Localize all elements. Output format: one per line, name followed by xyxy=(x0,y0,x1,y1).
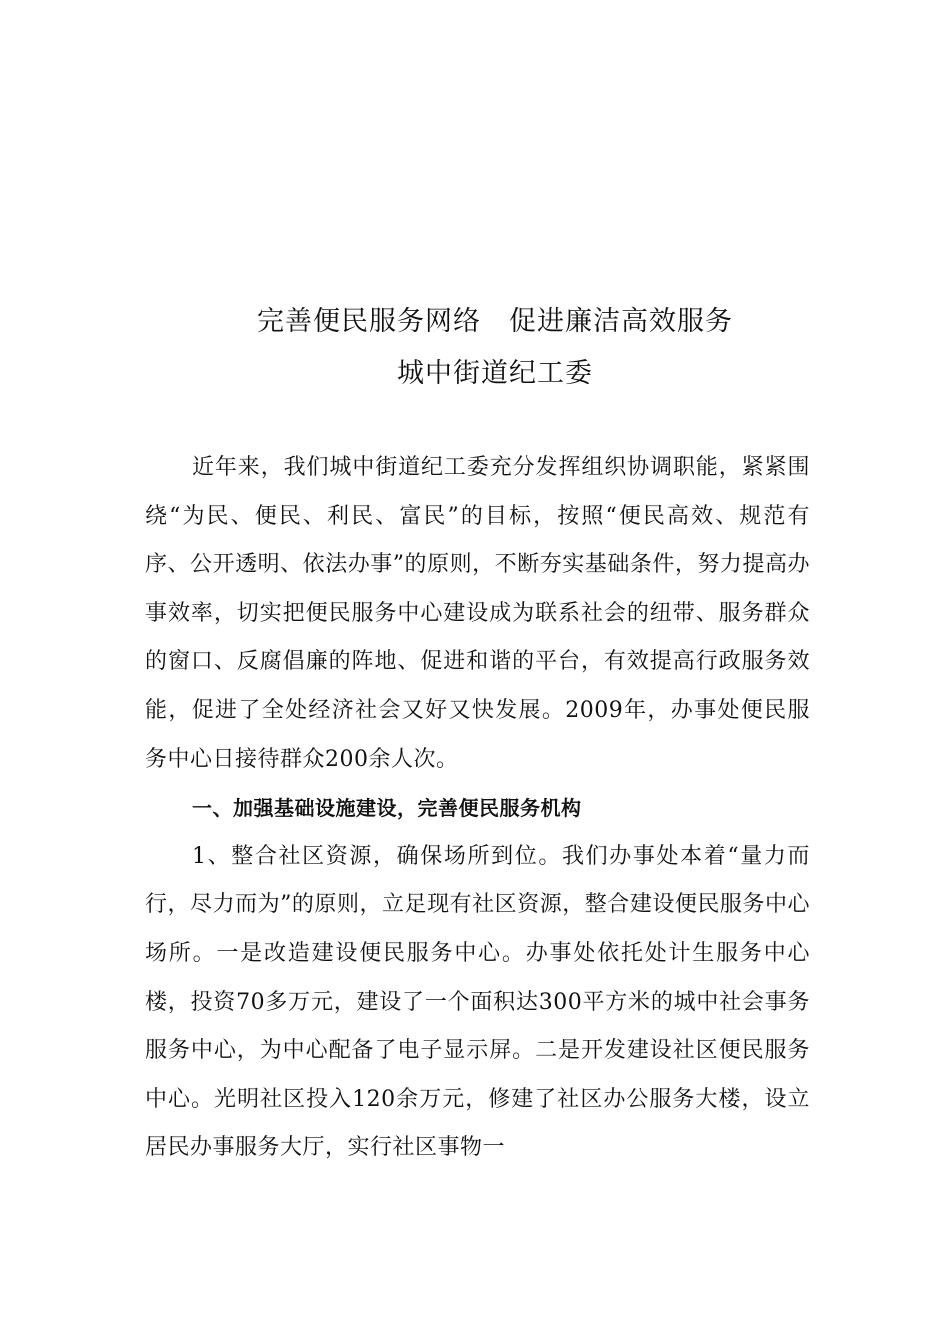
title-block xyxy=(0,296,950,400)
document-title: 完善便民服务网络 促进廉洁高效服务 xyxy=(257,306,733,337)
document-body xyxy=(145,444,810,1173)
section-heading: 一、加强基础设施建设，完善便民服务机构 xyxy=(192,796,582,821)
intro-paragraph: 近年来，我们城中街道纪工委充分发挥组织协调职能，紧紧围绕“为民、便民、利民、富民”的目标，按照“便民高效、规范有序、公开透明、依法办事”的原则，不断夯实基础条件，努力提高办事效率，切实把便民服务中心建设成为联系社会的纽带、服务群众的窗口、反腐倡廉的阵地、促进和谐的平台，有效提高行政服务效能，促进了全处经济社会又好又快发展。2009年，办事处便民服务中心日接待群众200余人次。 xyxy=(145,455,810,772)
section-paragraph: 1、整合社区资源，确保场所到位。我们办事处本着“量力而行，尽力而为”的原则，立足现有社区资源，整合建设便民服务中心场所。一是改造建设便民服务中心。办事处依托处计生服务中心楼，投资70多万元，建设了一个面积达300平方米的城中社会事务服务中心，为中心配备了电子显示屏。二是开发建设社区便民服务中心。光明社区投入120余万元，修建了社区办公服务大楼，设立居民办事服务大厅，实行社区事物一 xyxy=(145,843,810,1161)
document-author: 城中街道纪工委 xyxy=(397,358,593,389)
